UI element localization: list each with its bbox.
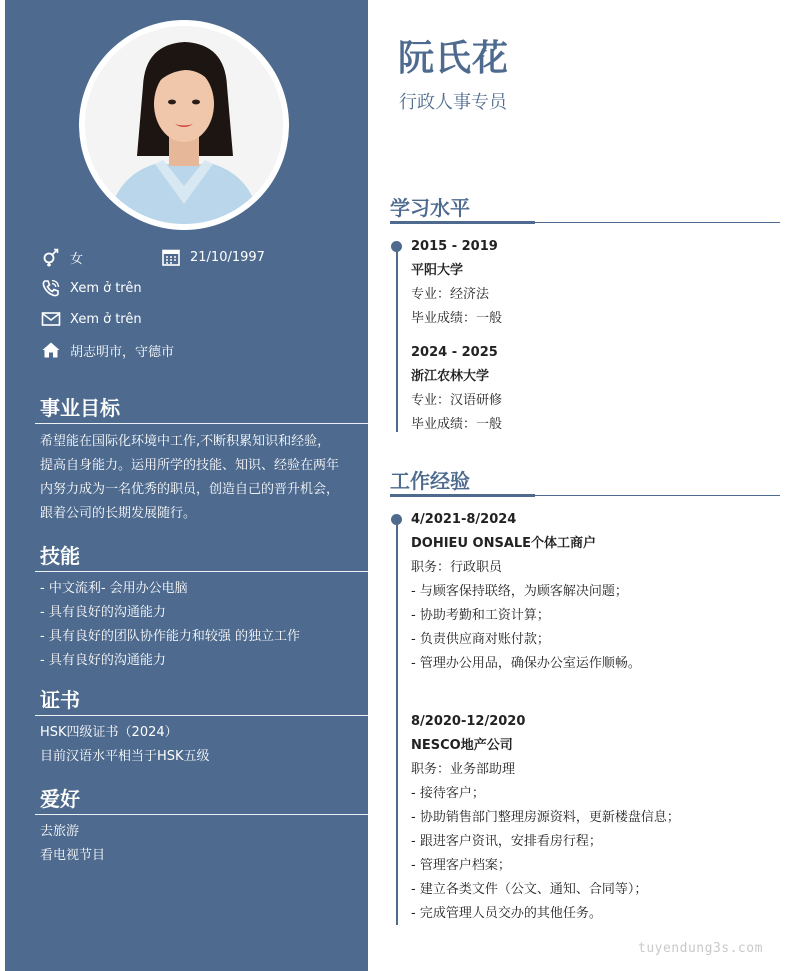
birthdate-value: 21/10/1997 xyxy=(190,249,265,265)
mail-icon xyxy=(40,309,62,329)
experience-timeline xyxy=(396,515,398,925)
hobby-item: 看电视节目 xyxy=(40,848,106,863)
skill-item: - 具有良好的沟通能力 xyxy=(40,653,166,668)
contact-address xyxy=(40,340,174,360)
entry-line: - 跟进客户资讯，安排看房行程； xyxy=(411,834,602,849)
objective-divider xyxy=(35,423,368,424)
hobby-item: 去旅游 xyxy=(40,824,80,839)
certificates-list xyxy=(40,721,360,769)
education-heading: 学习水平 xyxy=(390,196,470,220)
entry-line: - 完成管理人员交办的其他任务。 xyxy=(411,906,602,921)
entry-company: DOHIEU ONSALE个体工商户 xyxy=(411,536,597,551)
contact-phone xyxy=(40,278,142,298)
education-entry xyxy=(411,341,781,437)
home-icon xyxy=(40,340,62,360)
entry-line: - 协助销售部门整理房源资料，更新楼盘信息； xyxy=(411,810,680,825)
entry-company: NESCO地产公司 xyxy=(411,738,513,753)
entry-line: - 负责供应商对账付款； xyxy=(411,632,550,647)
contact-gender xyxy=(40,247,83,267)
education-divider-accent xyxy=(390,221,535,224)
entry-line: 毕业成绩：一般 xyxy=(411,311,503,326)
skills-heading: 技能 xyxy=(40,544,80,568)
sidebar xyxy=(5,0,368,971)
timeline-dot xyxy=(391,514,402,525)
watermark: tuyendung3s.com xyxy=(638,941,763,956)
entry-line: - 建立各类文件（公文、通知、合同等）； xyxy=(411,882,648,897)
entry-line: - 管理办公用品，确保办公室运作顺畅。 xyxy=(411,656,641,671)
education-timeline xyxy=(396,242,398,432)
hobbies-heading: 爱好 xyxy=(40,787,80,811)
education-entry xyxy=(411,235,781,331)
candidate-title: 行政人事专员 xyxy=(399,92,507,113)
experience-divider-accent xyxy=(390,494,535,497)
hobbies-divider xyxy=(35,814,368,815)
entry-date: 4/2021-8/2024 xyxy=(411,512,517,527)
certificates-heading: 证书 xyxy=(40,688,80,712)
calendar-icon xyxy=(160,247,182,267)
email-value: Xem ở trên xyxy=(70,311,142,327)
entry-school: 浙江农林大学 xyxy=(411,369,490,384)
avatar-frame xyxy=(79,20,289,230)
entry-date: 2015 - 2019 xyxy=(411,239,498,254)
skill-item: - 具有良好的团队协作能力和较强 的独立工作 xyxy=(40,629,300,644)
skills-list xyxy=(40,577,360,673)
timeline-dot xyxy=(391,241,402,252)
contact-email xyxy=(40,309,142,329)
skill-item: - 中文流利- 会用办公电脑 xyxy=(40,581,188,596)
entry-line: - 接待客户； xyxy=(411,786,485,801)
skills-divider xyxy=(35,571,368,572)
gender-icon xyxy=(40,247,62,267)
entry-line: - 与顾客保持联络，为顾客解决问题； xyxy=(411,584,628,599)
experience-heading: 工作经验 xyxy=(390,469,470,493)
phone-value: Xem ở trên xyxy=(70,280,142,296)
gender-value: 女 xyxy=(70,251,84,267)
entry-line: 专业：经济法 xyxy=(411,287,490,302)
contact-birthdate xyxy=(160,247,265,267)
entry-school: 平阳大学 xyxy=(411,263,464,278)
entry-line: 专业：汉语研修 xyxy=(411,393,503,408)
entry-date: 2024 - 2025 xyxy=(411,345,498,360)
experience-entry xyxy=(411,508,781,676)
certificate-item: 目前汉语水平相当于HSK五级 xyxy=(40,749,210,764)
entry-line: - 管理客户档案； xyxy=(411,858,511,873)
objective-heading: 事业目标 xyxy=(40,396,120,420)
phone-icon xyxy=(40,278,62,298)
hobbies-list xyxy=(40,820,360,868)
certificates-divider xyxy=(35,715,368,716)
certificate-item: HSK四级证书（2024） xyxy=(40,725,178,740)
address-value: 胡志明市，守德市 xyxy=(70,344,175,360)
candidate-name: 阮氏花 xyxy=(398,38,510,79)
entry-line: - 协助考勤和工资计算； xyxy=(411,608,550,623)
experience-entry xyxy=(411,710,781,926)
entry-line: 职务：业务部助理 xyxy=(411,762,516,777)
entry-date: 8/2020-12/2020 xyxy=(411,714,526,729)
avatar xyxy=(85,26,283,224)
entry-line: 职务：行政职员 xyxy=(411,560,503,575)
entry-line: 毕业成绩：一般 xyxy=(411,417,503,432)
objective-text: 希望能在国际化环境中工作,不断积累知识和经验，提高自身能力。运用所学的技能、知识、经验在两年内努力成为一名优秀的职员，创造自己的晋升机会，跟着公司的长期发展随行。 xyxy=(40,434,340,521)
skill-item: - 具有良好的沟通能力 xyxy=(40,605,166,620)
